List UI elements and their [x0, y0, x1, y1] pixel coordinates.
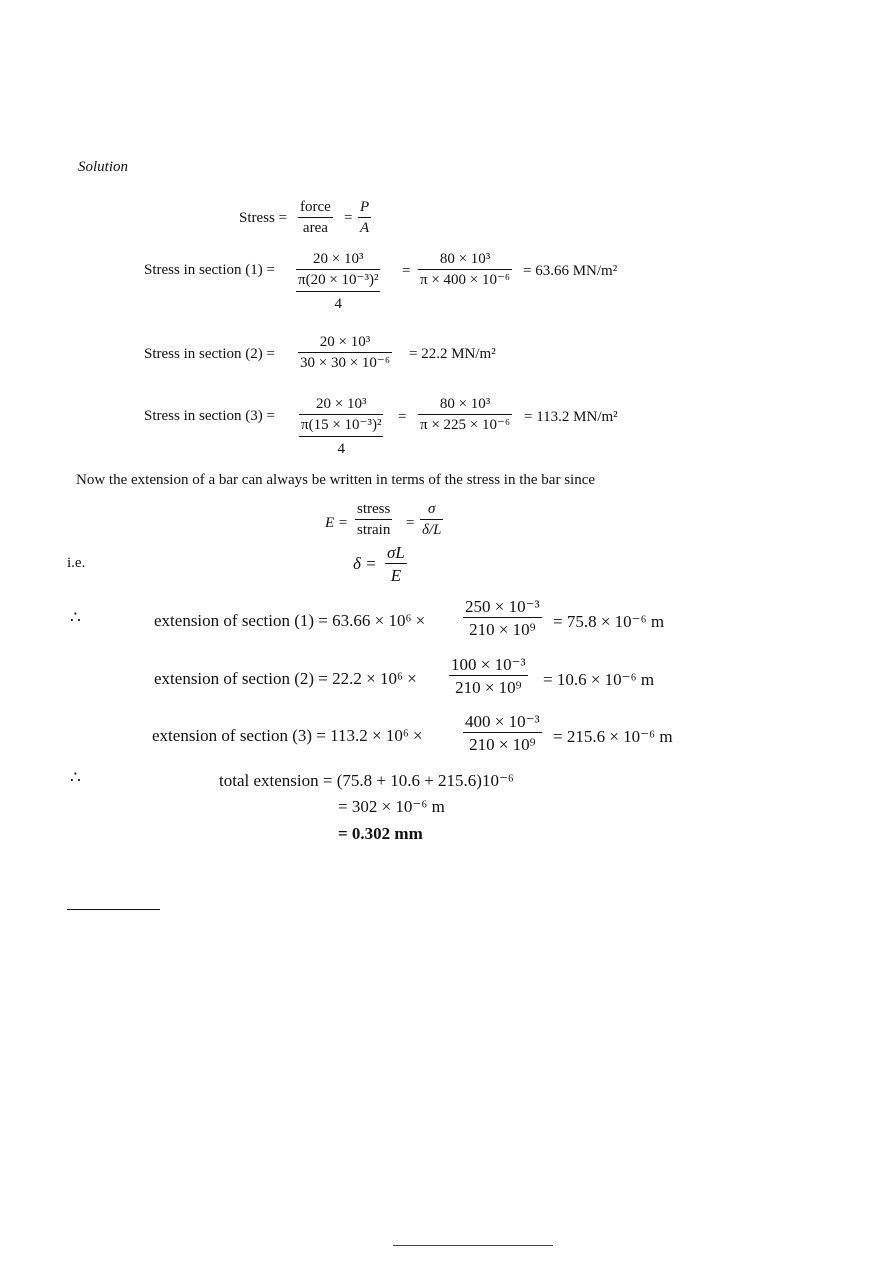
fraction-denominator-4: 4 — [337, 441, 345, 457]
section2-result: = 22.2 MN/m² — [409, 346, 496, 362]
sigma-l-over-e-fraction — [385, 544, 407, 584]
total-extension-line1: total extension = (75.8 + 10.6 + 215.6)10⁻⁶ — [219, 771, 514, 790]
fraction-numerator: 20 × 10³ — [315, 396, 367, 412]
equals-sign: = — [398, 409, 407, 425]
fraction-numerator: 400 × 10⁻³ — [465, 712, 540, 731]
fraction-numerator: σ — [428, 501, 436, 517]
stress-label: Stress = — [239, 210, 288, 226]
equals-sign: = — [406, 515, 415, 531]
section1-label: Stress in section (1) = — [144, 262, 275, 278]
fraction-denominator-4: 4 — [334, 296, 342, 312]
fraction-numerator: 250 × 10⁻³ — [465, 597, 540, 616]
fraction-numerator: stress — [357, 501, 391, 517]
section3-label: Stress in section (3) = — [144, 408, 275, 424]
ie-label: i.e. — [67, 555, 86, 571]
fraction-denominator: 210 × 10⁹ — [469, 735, 536, 754]
section1-fraction-a — [296, 252, 380, 312]
ext1-fraction — [463, 598, 542, 638]
section2-label: Stress in section (2) = — [144, 346, 275, 362]
ext1-result: = 75.8 × 10⁻⁶ m — [553, 612, 665, 631]
fraction-denominator: 30 × 30 × 10⁻⁶ — [300, 355, 391, 371]
fraction-numerator: P — [360, 199, 370, 215]
equals-sign: = — [344, 210, 353, 226]
fraction-denominator: A — [360, 220, 370, 236]
fraction-denominator: δ/L — [422, 522, 442, 538]
modulus-label: E = — [325, 515, 349, 531]
fraction-denominator: π(15 × 10⁻³)² — [301, 417, 382, 433]
footnote-divider — [67, 909, 160, 910]
fraction-denominator: π × 225 × 10⁻⁶ — [420, 417, 511, 433]
fraction-numerator: 100 × 10⁻³ — [451, 655, 526, 674]
ext2-result: = 10.6 × 10⁻⁶ m — [543, 670, 655, 689]
fraction-numerator: 80 × 10³ — [439, 396, 491, 412]
fraction-denominator: area — [302, 220, 328, 236]
section3-result: = 113.2 MN/m² — [524, 409, 618, 425]
section1-result: = 63.66 MN/m² — [523, 263, 618, 279]
section2-fraction — [298, 335, 392, 371]
fraction-denominator: 210 × 10⁹ — [455, 678, 522, 697]
delta-lhs: δ = — [353, 554, 377, 573]
bottom-link-underline[interactable] — [393, 1245, 553, 1246]
force-area-fraction — [298, 200, 333, 236]
ext3-fraction — [463, 713, 542, 753]
fraction-numerator: σL — [387, 543, 405, 562]
equals-sign: = — [402, 263, 411, 279]
p-over-a-fraction — [358, 200, 371, 236]
ext3-label: extension of section (3) = 113.2 × 10⁶ × — [152, 726, 423, 745]
total-extension-result: = 0.302 mm — [338, 824, 423, 843]
ext3-result: = 215.6 × 10⁻⁶ m — [553, 727, 673, 746]
ext2-label: extension of section (2) = 22.2 × 10⁶ × — [154, 669, 417, 688]
fraction-numerator: force — [300, 199, 331, 215]
stress-strain-fraction — [355, 502, 392, 538]
section1-fraction-b — [418, 252, 512, 288]
section3-fraction-b — [418, 397, 512, 433]
therefore-symbol: ∴ — [70, 768, 81, 787]
fraction-denominator: strain — [357, 522, 391, 538]
extension-paragraph: Now the extension of a bar can always be written in terms of the stress in the bar since — [76, 472, 596, 488]
ext2-fraction — [449, 656, 528, 696]
ext1-label: extension of section (1) = 63.66 × 10⁶ × — [154, 611, 426, 630]
fraction-numerator: 20 × 10³ — [312, 251, 364, 267]
fraction-numerator: 20 × 10³ — [319, 334, 371, 350]
solution-heading: Solution — [78, 159, 129, 175]
therefore-symbol: ∴ — [70, 608, 81, 627]
section3-fraction-a — [299, 397, 383, 457]
total-extension-line2: = 302 × 10⁻⁶ m — [338, 797, 445, 816]
fraction-numerator: 80 × 10³ — [439, 251, 491, 267]
sigma-over-strain-fraction — [420, 502, 443, 538]
fraction-denominator: π × 400 × 10⁻⁶ — [420, 272, 511, 288]
fraction-denominator: E — [390, 566, 402, 585]
fraction-denominator: 210 × 10⁹ — [469, 620, 536, 639]
fraction-denominator: π(20 × 10⁻³)² — [298, 272, 379, 288]
